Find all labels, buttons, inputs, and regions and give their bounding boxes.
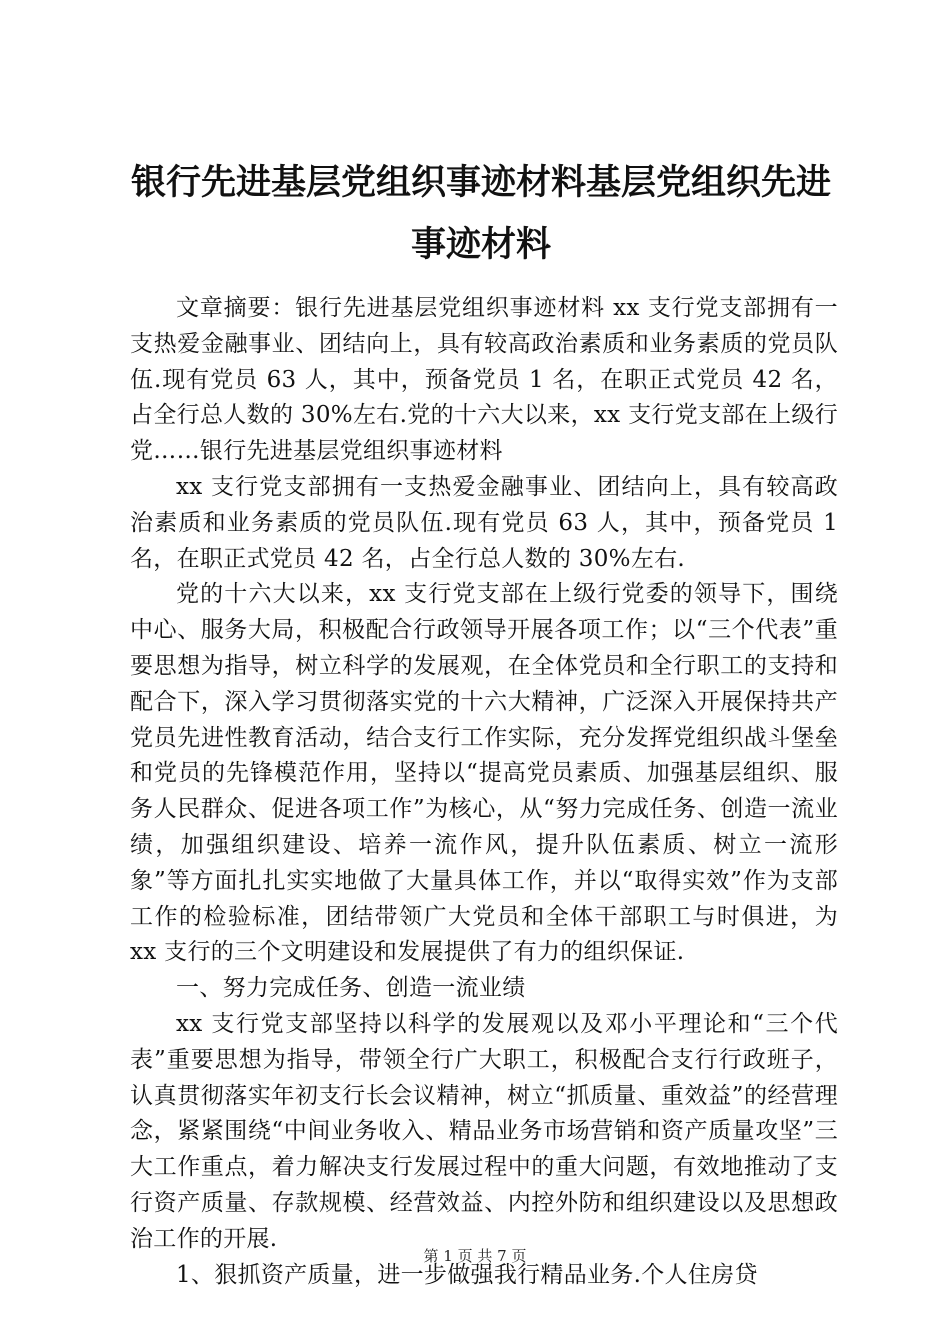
paragraph-subsection-1: 1、狠抓资产质量，进一步做强我行精品业务.个人住房贷 — [176, 1261, 758, 1288]
paragraph-party-branch: xx 支行党支部拥有一支热爱金融事业、团结向上，具有较高政治素质和业务素质的党员队伍.现有党员 63 人，其中，预备党员 1 名，在职正式党员 42 名，占全行总人数的 30%左右. — [130, 473, 838, 572]
section-heading-1: 一、努力完成任务、创造一流业绩 — [176, 975, 526, 1002]
paragraph-section-1: xx 支行党支部坚持以科学的发展观以及邓小平理论和“三个代表”重要思想为指导，带领全行广大职工，积极配合支行行政班子，认真贯彻落实年初支行长会议精神，树立“抓质量、重效益”的经营理念，紧紧围绕“中间业务收入、精品业务市场营销和资产质量攻坚”三大工作重点，着力解决支行发展过程中的重大问题，有效地推动了支行资产质量、存款规模、经营效益、内控外防和组织建设以及思想政治工作的开展. — [130, 1010, 838, 1252]
page-title: 银行先进基层党组织事迹材料基层党组织先进事迹材料 — [130, 163, 831, 265]
page-number-footer: 第 1 页 共 7 页 — [423, 1247, 527, 1265]
abstract-paragraph: 文章摘要：银行先进基层党组织事迹材料 xx 支行党支部拥有一支热爱金融事业、团结向上，具有较高政治素质和业务素质的党员队伍.现有党员 63 人，其中，预备党员 1 名，在职正式党员 42 名，占全行总人数的 30%左右.党的十六大以来，xx 支行党支部在上级行党……银行先进基层党组织事迹材料 — [130, 295, 838, 465]
document-body — [130, 291, 838, 1293]
paragraph-since-congress: 党的十六大以来，xx 支行党支部在上级行党委的领导下，围绕中心、服务大局，积极配合行政领导开展各项工作；以“三个代表”重要思想为指导，树立科学的发展观，在全体党员和全行职工的支持和配合下，深入学习贯彻落实党的十六大精神，广泛深入开展保持共产党员先进性教育活动，结合支行工作实际，充分发挥党组织战斗堡垒和党员的先锋模范作用，坚持以“提高党员素质、加强基层组织、服务人民群众、促进各项工作”为核心，从“努力完成任务、创造一流业绩，加强组织建设、培养一流作风，提升队伍素质、树立一流形象”等方面扎扎实实地做了大量具体工作，并以“取得实效”作为支部工作的检验标准，团结带领广大党员和全体干部职工与时俱进，为 xx 支行的三个文明建设和发展提供了有力的组织保证. — [130, 581, 838, 966]
